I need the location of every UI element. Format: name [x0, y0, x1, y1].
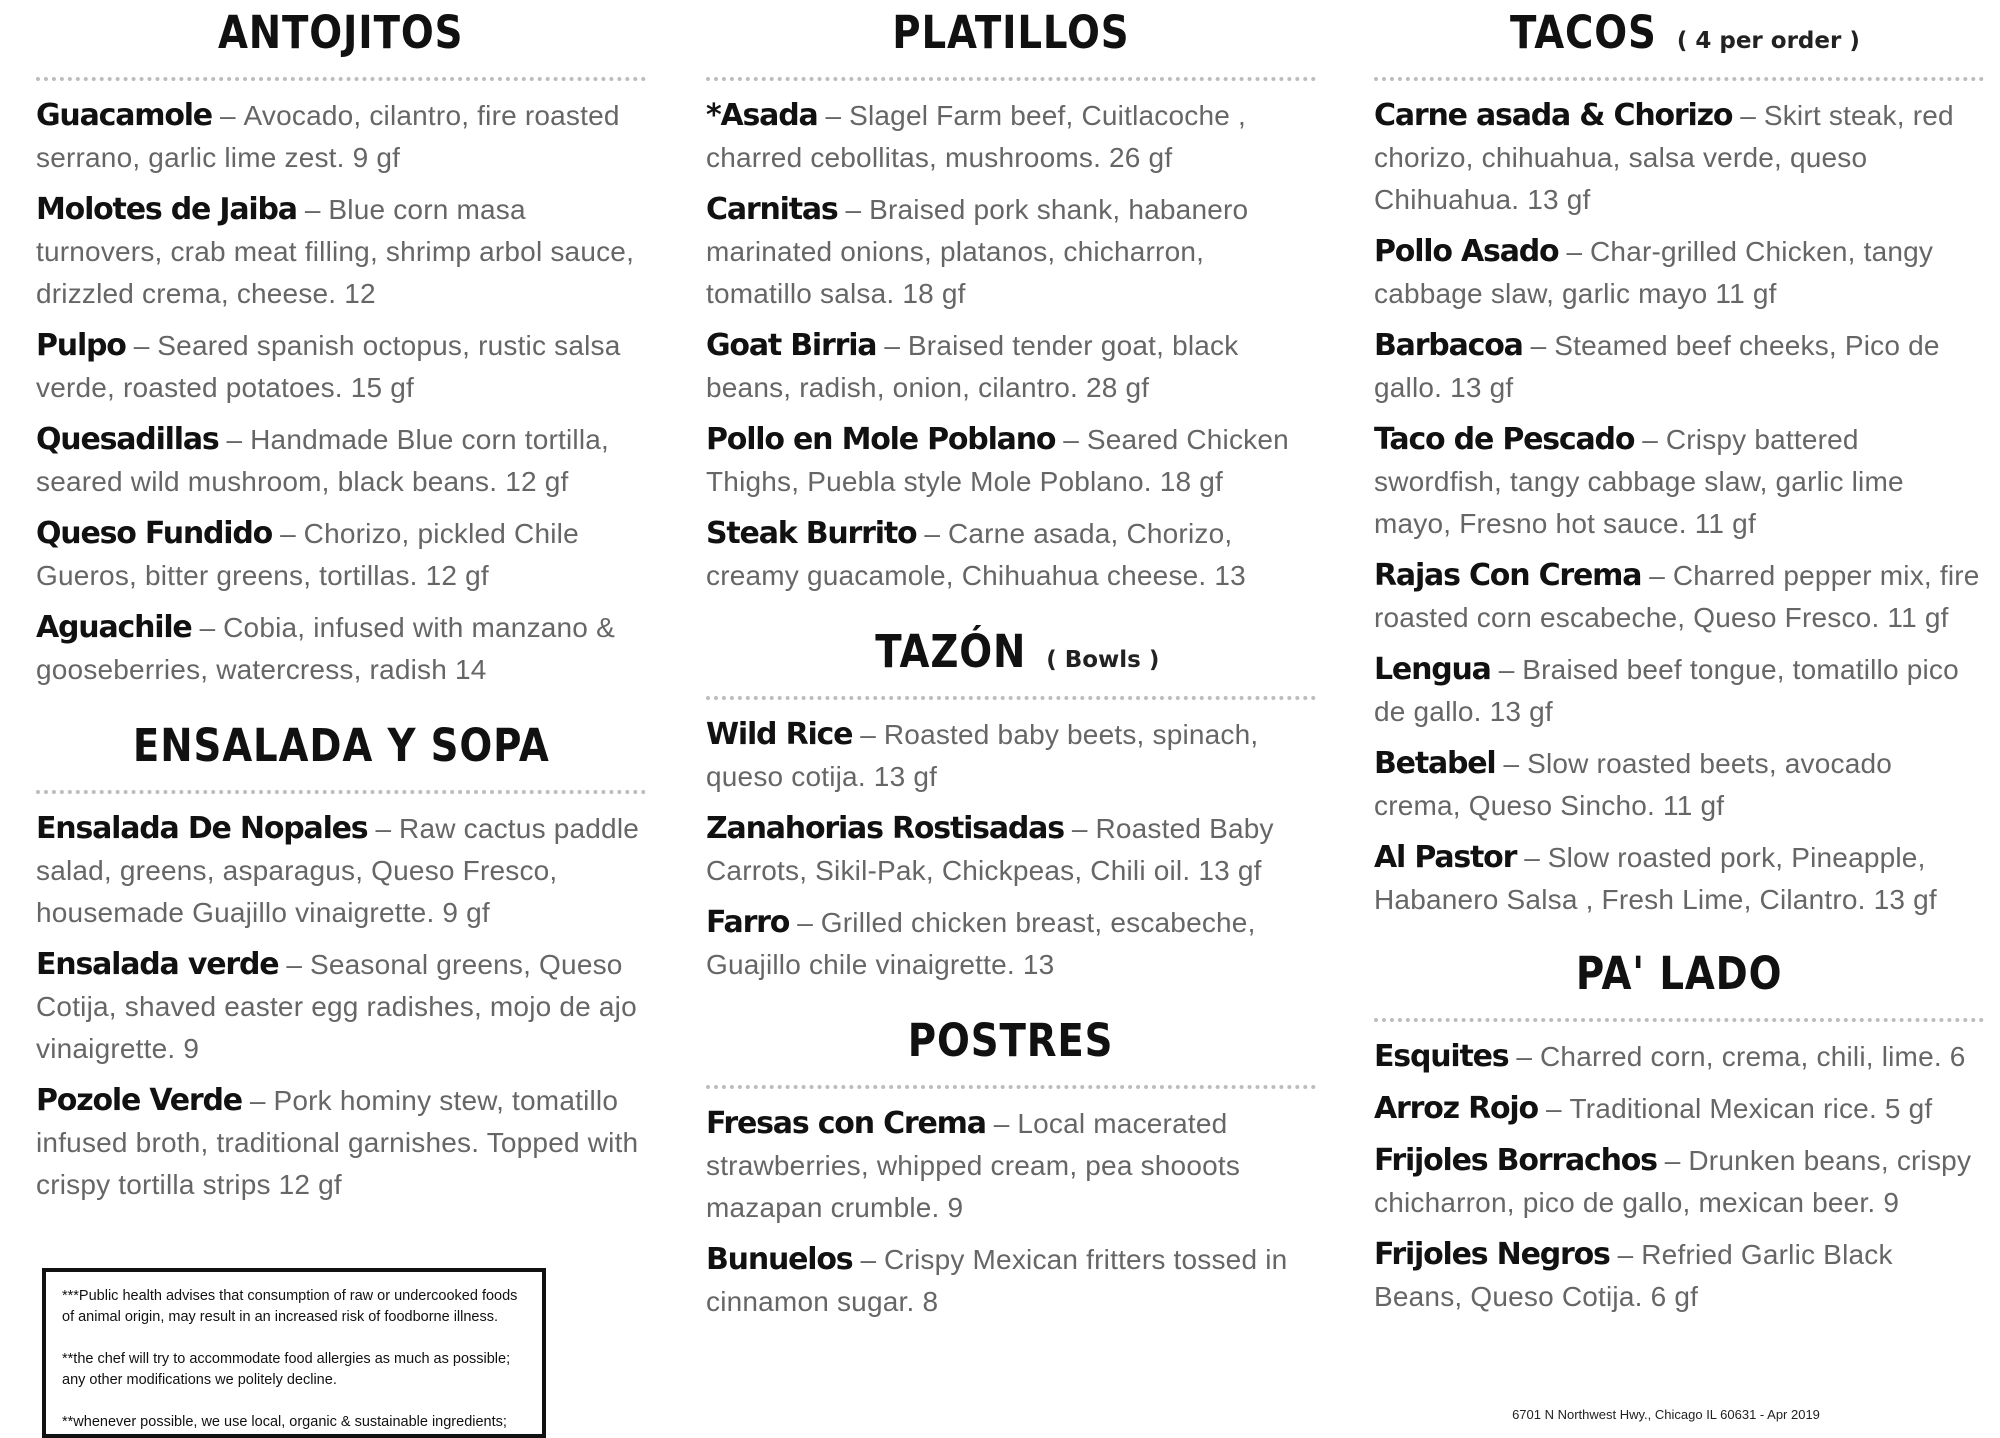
- menu-item-description: Charred pepper mix, fire roasted corn escabeche, Queso Fresco. 11 gf: [1374, 560, 1980, 633]
- menu-item-separator: –: [1530, 330, 1547, 361]
- menu-item: [1374, 837, 1984, 921]
- menu-item-name: Bunuelos: [706, 1242, 853, 1277]
- menu-item-separator: –: [1071, 813, 1088, 844]
- menu-item: [36, 95, 646, 179]
- menu-item: [36, 419, 646, 503]
- menu-item-separator: –: [860, 1244, 877, 1275]
- menu-item: [706, 325, 1316, 409]
- section-platillos: [706, 6, 1316, 597]
- menu-item-separator: –: [1642, 424, 1658, 455]
- menu-item-separator: –: [133, 330, 150, 361]
- menu-item-description: Pork hominy stew, tomatillo infused broth, traditional garnishes. Topped with crispy tortilla strips 12 gf: [36, 1085, 639, 1200]
- menu-item-name: Quesadillas: [36, 422, 219, 457]
- menu-column-middle: [706, 0, 1316, 1333]
- menu-item: [706, 1103, 1316, 1229]
- menu-item-separator: –: [219, 100, 236, 131]
- section-header: [1374, 6, 1984, 81]
- menu-item-separator: –: [825, 100, 842, 131]
- menu-item-description: Braised tender goat, black beans, radish, onion, cilantro. 28 gf: [706, 330, 1239, 403]
- menu-item-description: Traditional Mexican rice. 5 gf: [1569, 1093, 1933, 1124]
- item-list: [706, 714, 1316, 986]
- menu-item-name: Pulpo: [36, 328, 126, 363]
- item-list: [36, 808, 646, 1206]
- menu-item-name: Pollo Asado: [1374, 234, 1559, 269]
- menu-item-separator: –: [1498, 654, 1515, 685]
- menu-item-name: Al Pastor: [1374, 840, 1517, 875]
- menu-item-description: Braised pork shank, habanero marinated onions, platanos, chicharron, tomatillo salsa. 18 gf: [706, 194, 1249, 309]
- menu-item-name: Ensalada verde: [36, 947, 279, 982]
- menu-item-name: Aguachile: [36, 610, 192, 645]
- menu-item: [1374, 95, 1984, 221]
- section-postres: [706, 1014, 1316, 1323]
- menu-item-description: Carne asada, Chorizo, creamy guacamole, Chihuahua cheese. 13: [706, 518, 1246, 591]
- menu-item-name: Steak Burrito: [706, 516, 917, 551]
- menu-item-name: Wild Rice: [706, 717, 853, 752]
- notice-line: ***Public health advises that consumption of raw or undercooked foods of animal origin, may result in an increased risk of foodborne illness.: [62, 1288, 518, 1325]
- menu-item-separator: –: [1063, 424, 1079, 455]
- item-list: [36, 95, 646, 691]
- section-title: PA' LADO: [1575, 947, 1783, 1000]
- section-title: PLATILLOS: [892, 6, 1130, 59]
- menu-item-name: Fresas con Crema: [706, 1106, 986, 1141]
- menu-item-name: Lengua: [1374, 652, 1491, 687]
- menu-item-separator: –: [286, 949, 302, 980]
- menu-column-right: [1374, 0, 1984, 1328]
- menu-item-separator: –: [845, 194, 862, 225]
- menu-item-description: Skirt steak, red chorizo, chihuahua, salsa verde, queso Chihuahua. 13 gf: [1374, 100, 1954, 215]
- menu-column-left: [36, 0, 646, 1216]
- menu-item-name: Esquites: [1374, 1039, 1509, 1074]
- menu-item-description: Blue corn masa turnovers, crab meat filling, shrimp arbol sauce, drizzled crema, cheese. 12: [36, 194, 635, 309]
- menu-item: [1374, 231, 1984, 315]
- section-title: TAZÓN: [874, 625, 1026, 678]
- menu-item: [1374, 325, 1984, 409]
- menu-item-name: Barbacoa: [1374, 328, 1523, 363]
- menu-item-description: Slow roasted pork, Pineapple, Habanero Salsa , Fresh Lime, Cilantro. 13 gf: [1374, 842, 1937, 915]
- menu-item: [1374, 1234, 1984, 1318]
- menu-item-separator: –: [1524, 842, 1540, 873]
- menu-item-separator: –: [1503, 748, 1520, 779]
- menu-item-name: Ensalada De Nopales: [36, 811, 368, 846]
- section-antojitos: [36, 6, 646, 691]
- menu-item-description: Charred corn, crema, chili, lime. 6: [1540, 1041, 1966, 1072]
- menu-item-name: Frijoles Negros: [1374, 1237, 1610, 1272]
- menu-item-name: Rajas Con Crema: [1374, 558, 1642, 593]
- menu-item-name: Molotes de Jaiba: [36, 192, 297, 227]
- menu-item: [1374, 1088, 1984, 1130]
- menu-item: [706, 513, 1316, 597]
- section-note: ( 4 per order ): [1676, 28, 1860, 54]
- menu-item-name: Carnitas: [706, 192, 838, 227]
- menu-item-name: Taco de Pescado: [1374, 422, 1635, 457]
- menu-item-description: Grilled chicken breast, escabeche, Guajillo chile vinaigrette. 13: [706, 907, 1256, 980]
- menu-item-separator: –: [199, 612, 216, 643]
- menu-item-description: Braised beef tongue, tomatillo pico de gallo. 13 gf: [1374, 654, 1959, 727]
- menu-item-name: Frijoles Borrachos: [1374, 1143, 1657, 1178]
- menu-item-name: Zanahorias Rostisadas: [706, 811, 1064, 846]
- menu-item-description: Roasted baby beets, spinach, queso cotija. 13 gf: [706, 719, 1259, 792]
- menu-item-separator: –: [280, 518, 296, 549]
- menu-item-name: Pollo en Mole Poblano: [706, 422, 1056, 457]
- menu-item: [1374, 555, 1984, 639]
- menu-item-description: Seasonal greens, Queso Cotija, shaved easter egg radishes, mojo de ajo vinaigrette. 9: [36, 949, 637, 1064]
- section-title: POSTRES: [908, 1014, 1114, 1067]
- menu-item: [706, 95, 1316, 179]
- menu-item: [1374, 1036, 1984, 1078]
- section-tacos: [1374, 6, 1984, 921]
- notice-line: **whenever possible, we use local, organic & sustainable ingredients;: [62, 1414, 507, 1430]
- menu-item-description: Roasted Baby Carrots, Sikil-Pak, Chickpeas, Chili oil. 13 gf: [706, 813, 1274, 886]
- menu-item-name: Guacamole: [36, 98, 212, 133]
- menu-item-description: Chorizo, pickled Chile Gueros, bitter greens, tortillas. 12 gf: [36, 518, 579, 591]
- menu-item-name: *Asada: [706, 98, 818, 133]
- menu-item-description: Slow roasted beets, avocado crema, Queso Sincho. 11 gf: [1374, 748, 1893, 821]
- menu-item: [706, 902, 1316, 986]
- menu-item-separator: –: [1516, 1041, 1532, 1072]
- menu-item-description: Seared spanish octopus, rustic salsa verde, roasted potatoes. 15 gf: [36, 330, 621, 403]
- menu-item-name: Arroz Rojo: [1374, 1091, 1538, 1126]
- menu-item-separator: –: [1545, 1093, 1562, 1124]
- item-list: [706, 95, 1316, 597]
- section-note: ( Bowls ): [1046, 647, 1160, 673]
- section-pa-lado: [1374, 947, 1984, 1318]
- section-title: ANTOJITOS: [218, 6, 464, 59]
- menu-item-name: Betabel: [1374, 746, 1496, 781]
- menu-item-separator: –: [304, 194, 321, 225]
- menu-item-description: Refried Garlic Black Beans, Queso Cotija. 6 gf: [1374, 1239, 1893, 1312]
- section-ensalada-y-sopa: [36, 719, 646, 1206]
- item-list: [1374, 95, 1984, 921]
- section-title: ENSALADA Y SOPA: [132, 719, 550, 772]
- menu-item-description: Local macerated strawberries, whipped cream, pea shooots mazapan crumble. 9: [706, 1108, 1241, 1223]
- menu-item-description: Slagel Farm beef, Cuitlacoche , charred cebollitas, mushrooms. 26 gf: [706, 100, 1246, 173]
- menu-item-description: Handmade Blue corn tortilla, seared wild mushroom, black beans. 12 gf: [36, 424, 610, 497]
- section-title: TACOS: [1510, 6, 1657, 59]
- menu-item-separator: –: [1566, 236, 1583, 267]
- section-tazon: [706, 625, 1316, 986]
- menu-item-separator: –: [1617, 1239, 1634, 1270]
- menu-item-name: Farro: [706, 905, 790, 940]
- menu-item: [36, 944, 646, 1070]
- menu-item: [1374, 1140, 1984, 1224]
- menu-item-description: Cobia, infused with manzano & gooseberries, watercress, radish 14: [36, 612, 615, 685]
- section-header: [706, 1014, 1316, 1089]
- menu-item: [1374, 419, 1984, 545]
- menu-item: [706, 808, 1316, 892]
- menu-item-description: Avocado, cilantro, fire roasted serrano, garlic lime zest. 9 gf: [36, 100, 620, 173]
- menu-item-separator: –: [1740, 100, 1756, 131]
- section-header: [36, 6, 646, 81]
- menu-item-separator: –: [797, 907, 813, 938]
- section-header: [1374, 947, 1984, 1022]
- menu-item-separator: –: [226, 424, 243, 455]
- menu-item: [36, 607, 646, 691]
- item-list: [706, 1103, 1316, 1323]
- health-notice-box: [42, 1268, 546, 1438]
- menu-item-description: Crispy Mexican fritters tossed in cinnamon sugar. 8: [706, 1244, 1288, 1317]
- restaurant-address: 6701 N Northwest Hwy., Chicago IL 60631 - Apr 2019: [1512, 1407, 1820, 1422]
- menu-item: [706, 714, 1316, 798]
- menu-item: [36, 808, 646, 934]
- item-list: [1374, 1036, 1984, 1318]
- section-header: [706, 625, 1316, 700]
- menu-item-description: Raw cactus paddle salad, greens, asparagus, Queso Fresco, housemade Guajillo vinaigrette. 9 gf: [36, 813, 640, 928]
- menu-item: [36, 513, 646, 597]
- menu-item-separator: –: [884, 330, 900, 361]
- menu-item-name: Queso Fundido: [36, 516, 273, 551]
- menu-item-name: Goat Birria: [706, 328, 877, 363]
- menu-item-description: Steamed beef cheeks, Pico de gallo. 13 gf: [1374, 330, 1940, 403]
- menu-item-description: Crispy battered swordfish, tangy cabbage slaw, garlic lime mayo, Fresno hot sauce. 11 gf: [1374, 424, 1904, 539]
- menu-item-separator: –: [860, 719, 876, 750]
- notice-line: **the chef will try to accommodate food allergies as much as possible; any other modifications we politely decline.: [62, 1351, 511, 1388]
- menu-item: [706, 419, 1316, 503]
- menu-item-description: Seared Chicken Thighs, Puebla style Mole Poblano. 18 gf: [706, 424, 1289, 497]
- menu-item: [36, 325, 646, 409]
- menu-item-description: Char-grilled Chicken, tangy cabbage slaw, garlic mayo 11 gf: [1374, 236, 1934, 309]
- menu-item: [36, 189, 646, 315]
- menu-item-name: Carne asada & Chorizo: [1374, 98, 1733, 133]
- menu-item-separator: –: [924, 518, 940, 549]
- menu-item-name: Pozole Verde: [36, 1083, 242, 1118]
- menu-item: [36, 1080, 646, 1206]
- menu-item-description: Drunken beans, crispy chicharron, pico de gallo, mexican beer. 9: [1374, 1145, 1972, 1218]
- menu-item: [1374, 743, 1984, 827]
- menu-item-separator: –: [993, 1108, 1010, 1139]
- menu-item: [706, 189, 1316, 315]
- section-header: [706, 6, 1316, 81]
- menu-item: [1374, 649, 1984, 733]
- menu-item-separator: –: [249, 1085, 266, 1116]
- section-header: [36, 719, 646, 794]
- menu-item: [706, 1239, 1316, 1323]
- menu-item-separator: –: [1664, 1145, 1681, 1176]
- menu-item-separator: –: [375, 813, 392, 844]
- menu-item-separator: –: [1649, 560, 1665, 591]
